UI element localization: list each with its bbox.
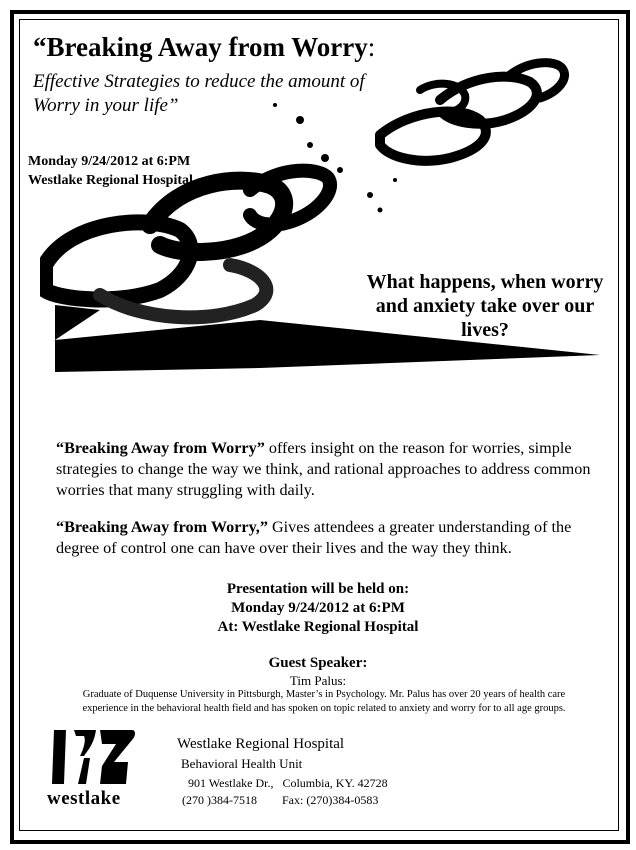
event-date-time: Monday 9/24/2012 at 6:PM	[28, 154, 191, 169]
presentation-line-2: Monday 9/24/2012 at 6:PM	[231, 600, 405, 616]
footer-unit: Behavioral Health Unit	[181, 756, 303, 771]
guest-speaker-heading: Guest Speaker:	[268, 655, 368, 671]
page-title: “Breaking Away from Worry:	[33, 32, 376, 62]
guest-speaker-bio: Graduate of Duquense University in Pittsburgh, Master’s in Psychology. Mr. Palus has over 20 years of health care experience in the behavioral health field and has spoken on topic related to anxiety and worry for to all age groups.	[82, 689, 566, 714]
footer-hospital-name: Westlake Regional Hospital	[177, 736, 345, 752]
footer-fax: Fax: (270)384-0583	[282, 793, 379, 807]
subtitle-line-1: Effective Strategies to reduce the amount of	[33, 71, 365, 92]
description-paragraph-2	[56, 517, 616, 559]
footer-phone: (270 )384-7518	[182, 793, 257, 807]
para2-text: Gives attendees a greater understanding of the degree of control one can have over their lives and the way they think.	[56, 518, 572, 557]
presentation-info	[0, 580, 636, 637]
footer-address: 901 Westlake Dr., Columbia, KY. 42728	[188, 776, 388, 790]
subtitle	[33, 70, 433, 118]
subtitle-line-2: Worry in your life”	[33, 95, 179, 116]
para1-lead: “Breaking Away from Worry”	[56, 439, 265, 457]
para2-lead: “Breaking Away from Worry,”	[56, 518, 268, 536]
logo-wordmark: westlake	[47, 788, 121, 809]
description-paragraph-1	[56, 438, 616, 501]
para1-text: offers insight on the reason for worries, simple strategies to change the way we think, and rational approaches to address common worries that many struggling with daily.	[56, 439, 591, 499]
headline-question: What happens, when worry and anxiety take over our lives?	[366, 271, 604, 341]
guest-speaker-name: Tim Palus:	[289, 673, 347, 688]
event-location: Westlake Regional Hospital	[28, 173, 193, 188]
presentation-line-1: Presentation will be held on:	[226, 581, 410, 597]
presentation-line-3: At: Westlake Regional Hospital	[217, 619, 419, 635]
event-info	[28, 152, 193, 190]
westlake-logo-icon	[44, 726, 144, 788]
